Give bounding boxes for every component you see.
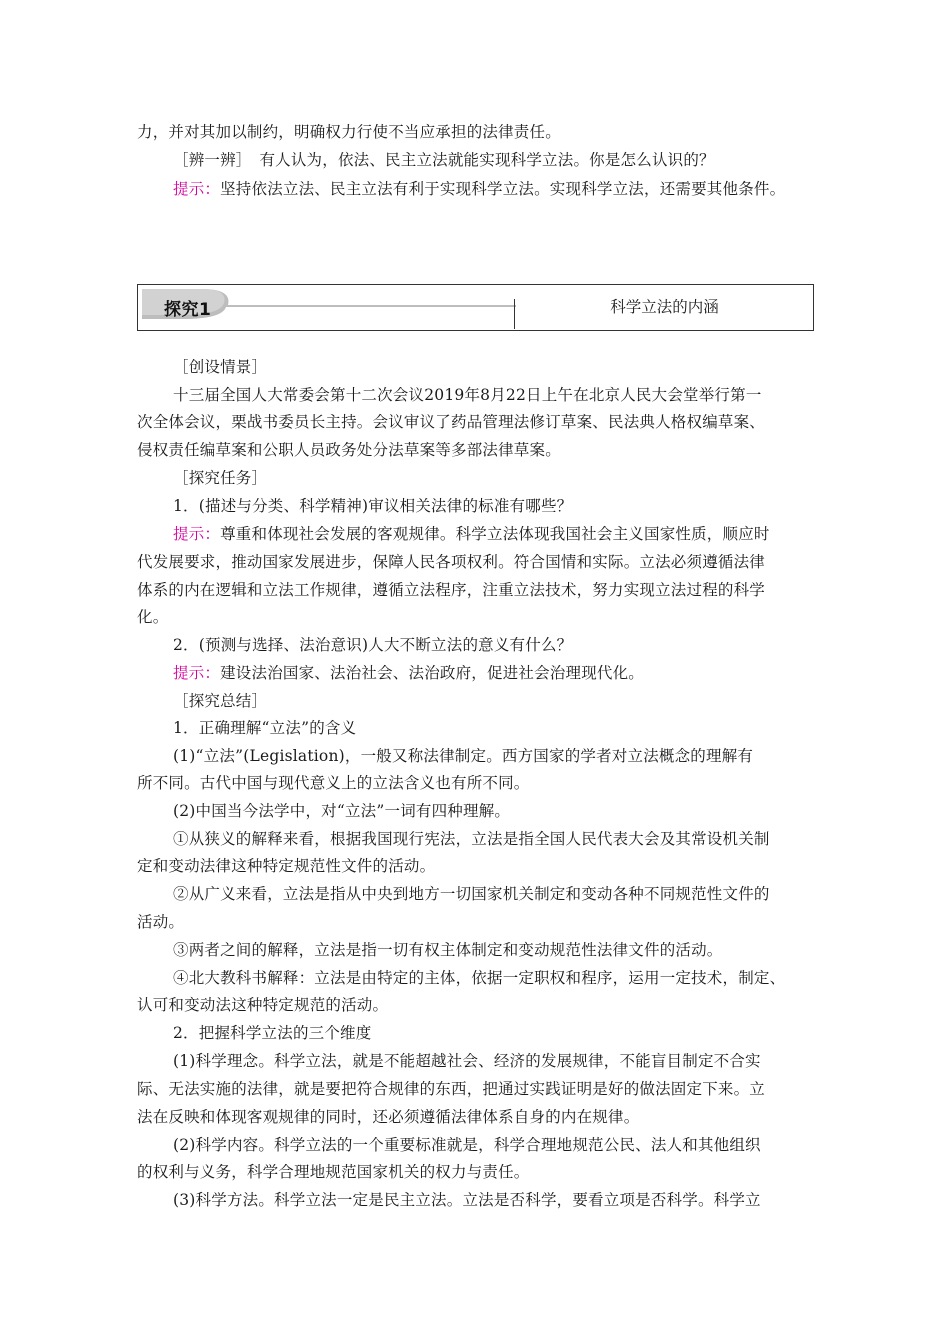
summary-point-2: 2．把握科学立法的三个维度 <box>173 1024 372 1042</box>
question-1: 1．(描述与分类、科学精神)审议相关法律的标准有哪些？ <box>173 497 573 515</box>
intro-line: 力，并对其加以制约，明确权力行使不当应承担的法律责任。 <box>137 123 561 141</box>
scenario-heading: ［创设情景］ <box>173 358 268 376</box>
summary-paragraph: (2)中国当今法学中，对“立法”一词有四种理解。 <box>173 802 511 820</box>
summary-paragraph: 认可和变动法这种特定规范的活动。 <box>137 996 389 1014</box>
hint-label: 提示： <box>173 664 221 682</box>
scenario-line: 十三届全国人大常委会第十二次会议2019年8月22日上午在北京人民大会堂举行第一 <box>173 386 762 404</box>
summary-paragraph: (2)科学内容。科学立法的一个重要标准就是，科学合理地规范公民、法人和其他组织 <box>173 1136 761 1154</box>
answer-1-text: 尊重和体现社会发展的客观规律。科学立法体现我国社会主义国家性质，顺应时 <box>220 525 770 543</box>
summary-paragraph: ①从狭义的解释来看，根据我国现行宪法，立法是指全国人民代表大会及其常设机关制 <box>173 830 770 848</box>
answer-2-text: 建设法治国家、法治社会、法治政府，促进社会治理现代化。 <box>220 664 645 682</box>
answer-1 <box>173 523 770 545</box>
answer-2 <box>173 662 644 684</box>
summary-paragraph: (3)科学方法。科学立法一定是民主立法。立法是否科学，要看立项是否科学。科学立 <box>173 1191 761 1209</box>
section-title: 科学立法的内涵 <box>610 298 719 316</box>
hint-label: 提示： <box>173 180 221 198</box>
task-heading: ［探究任务］ <box>173 469 268 487</box>
summary-paragraph: 法在反映和体现客观规律的同时，还必须遵循法律体系自身的内在规律。 <box>137 1108 640 1126</box>
debate-question: ［辨一辨］ 有人认为，依法、民主立法就能实现科学立法。你是怎么认识的？ <box>173 151 715 169</box>
summary-paragraph: 所不同。古代中国与现代意义上的立法含义也有所不同。 <box>137 774 530 792</box>
section-header-box <box>137 284 814 331</box>
scenario-line: 侵权责任编草案和公职人员政务处分法草案等多部法律草案。 <box>137 441 561 459</box>
summary-paragraph: (1)“立法”(Legislation)，一般又称法律制定。西方国家的学者对立法概念的理解有 <box>173 747 754 765</box>
summary-paragraph: (1)科学理念。科学立法，就是不能超越社会、经济的发展规律，不能盲目制定不合实 <box>173 1052 761 1070</box>
summary-paragraph: ③两者之间的解释，立法是指一切有权主体制定和变动规范性法律文件的活动。 <box>173 941 723 959</box>
summary-point-1: 1．正确理解“立法”的含义 <box>173 719 357 737</box>
answer-1-line: 化。 <box>137 608 169 626</box>
answer-1-line: 体系的内在逻辑和立法工作规律，遵循立法程序，注重立法技术，努力实现立法过程的科学 <box>137 581 766 599</box>
summary-paragraph: 定和变动法律这种特定规范性文件的活动。 <box>137 857 436 875</box>
question-2: 2．(预测与选择、法治意识)人大不断立法的意义有什么？ <box>173 636 573 654</box>
summary-paragraph: 际、无法实施的法律，就是要把符合规律的东西，把通过实践证明是好的做法固定下来。立 <box>137 1080 766 1098</box>
summary-paragraph: 活动。 <box>137 913 185 931</box>
section-divider <box>514 299 515 329</box>
hint-text: 坚持依法立法、民主立法有利于实现科学立法。实现科学立法，还需要其他条件。 <box>220 180 786 198</box>
scenario-line: 次全体会议，栗战书委员长主持。会议审议了药品管理法修订草案、民法典人格权编草案、 <box>137 413 766 431</box>
summary-heading: ［探究总结］ <box>173 692 268 710</box>
summary-paragraph: ④北大教科书解释：立法是由特定的主体，依据一定职权和程序，运用一定技术，制定、 <box>173 969 786 987</box>
hint-label: 提示： <box>173 525 221 543</box>
section-label: 探究1 <box>164 300 212 320</box>
summary-paragraph: 的权利与义务，科学合理地规范国家机关的权力与责任。 <box>137 1163 530 1181</box>
summary-paragraph: ②从广义来看，立法是指从中央到地方一切国家机关制定和变动各种不同规范性文件的 <box>173 885 770 903</box>
section-tab-badge <box>142 289 516 319</box>
debate-answer <box>173 178 785 200</box>
answer-1-line: 代发展要求，推动国家发展进步，保障人民各项权利。符合国情和实际。立法必须遵循法律 <box>137 553 766 571</box>
